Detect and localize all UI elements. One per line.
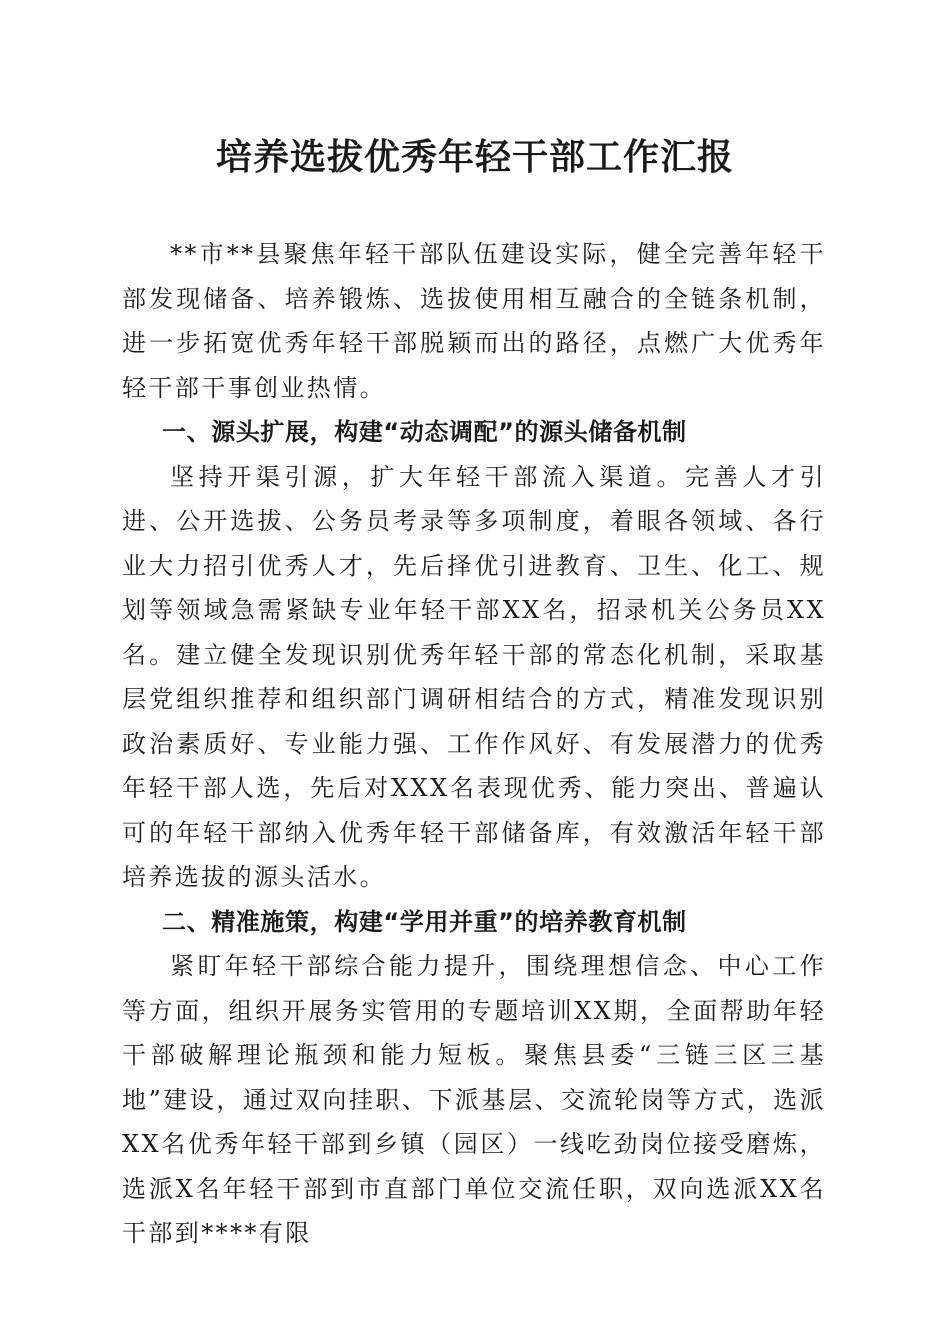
document-body xyxy=(122,232,826,1256)
section-1-paragraph: 坚持开渠引源，扩大年轻干部流入渠道。完善人才引进、公开选拔、公务员考录等多项制度，着眼各领域、各行业大力招引优秀人才，先后择优引进教育、卫生、化工、规划等领域急需紧缺专业年轻干部XX名，招录机关公务员XX名。建立健全发现识别优秀年轻干部的常态化机制，采取基层党组织推荐和组织部门调研相结合的方式，精准发现识别政治素质好、专业能力强、工作作风好、有发展潜力的优秀年轻干部人选，先后对XXX名表现优秀、能力突出、普遍认可的年轻干部纳入优秀年轻干部储备库，有效激活年轻干部培养选拔的源头活水。 xyxy=(122,462,826,891)
section-2-heading: 二、精准施策，构建“学用并重”的培养教育机制 xyxy=(162,907,687,936)
section-2-paragraph: 紧盯年轻干部综合能力提升，围绕理想信念、中心工作等方面，组织开展务实管用的专题培训XX期，全面帮助年轻干部破解理论瓶颈和能力短板。聚焦县委“三链三区三基地”建设，通过双向挂职、下派基层、交流轮岗等方式，选派XX名优秀年轻干部到乡镇（园区）一线吃劲岗位接受磨炼，选派X名年轻干部到市直部门单位交流任职，双向选派XX名干部到****有限 xyxy=(122,952,826,1247)
document-title: 培养选拔优秀年轻干部工作汇报 xyxy=(215,137,734,178)
section-1-heading: 一、源头扩展，构建“动态调配”的源头储备机制 xyxy=(162,418,687,446)
intro-paragraph: **市**县聚焦年轻干部队伍建设实际，健全完善年轻干部发现储备、培养锻炼、选拔使用相互融合的全链条机制，进一步拓宽优秀年轻干部脱颖而出的路径，点燃广大优秀年轻干部干事创业热情。 xyxy=(122,240,826,402)
